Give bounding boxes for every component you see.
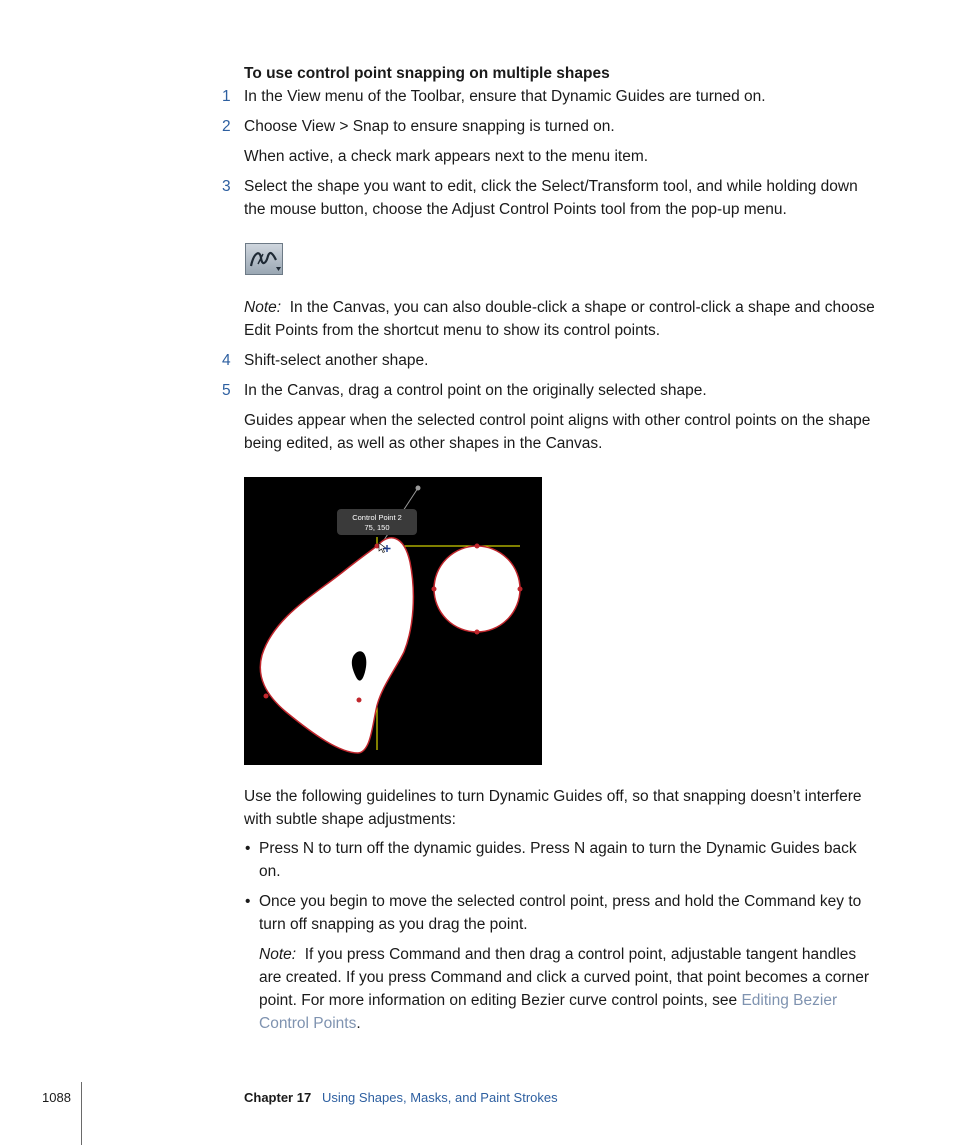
guidelines-intro: Use the following guidelines to turn Dynamic Guides off, so that snapping doesn’t interfere with subtle shape adjustments: xyxy=(244,788,862,828)
bullet-marker: • xyxy=(245,893,251,910)
control-point xyxy=(475,544,480,549)
tangent-handle xyxy=(416,486,421,491)
control-point xyxy=(357,698,362,703)
page-number: 1088 xyxy=(42,1090,71,1105)
step-number: 4 xyxy=(222,352,231,369)
note-label: Note: xyxy=(244,299,282,316)
control-point xyxy=(518,587,523,592)
tooltip-line-2: 75, 150 xyxy=(364,523,390,532)
editing-bezier-link[interactable]: Editing Bezier Control Points xyxy=(259,992,838,1032)
control-point xyxy=(432,587,437,592)
circle-shape xyxy=(434,546,520,632)
step-followup: Guides appear when the selected control point aligns with other control points on the shape being edited, as well as other shapes in the Canvas. xyxy=(244,412,871,452)
step-number: 1 xyxy=(222,88,231,105)
note-paragraph xyxy=(244,296,876,342)
canvas-shapes xyxy=(244,477,542,765)
control-point xyxy=(264,694,269,699)
step-number: 3 xyxy=(222,178,231,195)
note-label: Note: xyxy=(259,946,297,963)
step-number: 2 xyxy=(222,118,231,135)
step-text: In the Canvas, drag a control point on the originally selected shape. xyxy=(244,382,707,399)
adjust-control-points-glyph xyxy=(246,244,282,274)
canvas-figure xyxy=(244,477,542,765)
note-text: In the Canvas, you can also double-click a shape or control-click a shape and choose Edit Points from the shortcut menu to show its control points. xyxy=(244,299,875,339)
step-number: 5 xyxy=(222,382,231,399)
chapter-label: Chapter 17 xyxy=(244,1090,312,1105)
note-paragraph xyxy=(259,943,876,1035)
step-followup: When active, a check mark appears next to the menu item. xyxy=(244,148,649,165)
bullet-text: Once you begin to move the selected control point, press and hold the Command key to turn off snapping as you drag the point. xyxy=(259,893,862,933)
blob-shape xyxy=(260,538,413,753)
chapter-title-link[interactable]: Using Shapes, Masks, and Paint Strokes xyxy=(322,1090,558,1105)
adjust-control-points-tool-icon xyxy=(245,243,283,275)
tooltip-line-1: Control Point 2 xyxy=(352,513,402,522)
step-text: Select the shape you want to edit, click the Select/Transform tool, and while holding down the mouse button, choose the Adjust Control Points tool from the pop-up menu. xyxy=(244,178,858,218)
note-text: If you press Command and then drag a control point, adjustable tangent handles are created. If you press Command and click a curved point, that point becomes a corner point. For more information on editing Bezier curve control points, see xyxy=(259,946,869,1009)
chapter-footer xyxy=(244,1086,558,1109)
step-text: In the View menu of the Toolbar, ensure that Dynamic Guides are turned on. xyxy=(244,88,766,105)
bullet-text: Press N to turn off the dynamic guides. Press N again to turn the Dynamic Guides back on. xyxy=(259,840,857,880)
note-end: . xyxy=(356,1015,361,1032)
step-text: Choose View > Snap to ensure snapping is turned on. xyxy=(244,118,615,135)
step-text: Shift-select another shape. xyxy=(244,352,429,369)
section-heading: To use control point snapping on multiple shapes xyxy=(244,65,610,82)
control-point xyxy=(475,630,480,635)
bullet-marker: • xyxy=(245,840,251,857)
footer-divider xyxy=(81,1082,82,1145)
